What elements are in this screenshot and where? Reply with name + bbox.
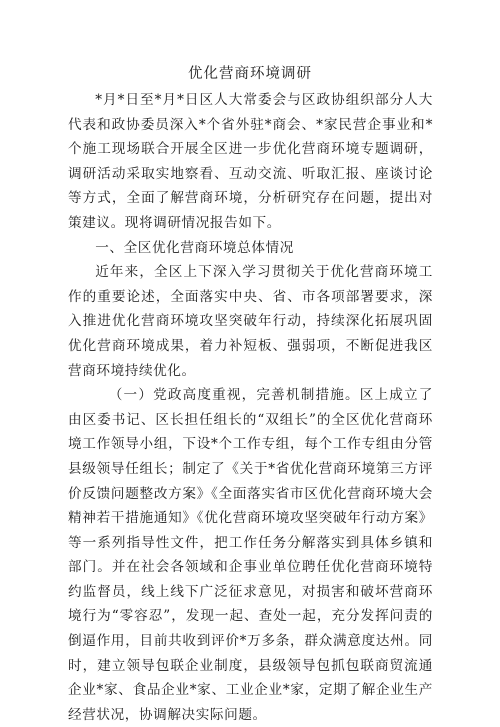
document-body: [68, 88, 433, 727]
subsection-paragraph: （一）党政高度重视，完善机制措施。区上成立了由区委书记、区长担任组长的“双组长”的全区优化营商环境工作领导小组，下设*个工作专组，每个工作专组由分管县级领导任组长；制定了《关于*省优化营商环境第三方评价反馈问题整改方案》《全面落实省市区优化营商环境大会精神若干措施通知》《优化营商环境攻坚突破年行动方案》等一系列指导性文件，把工作任务分解落实到具体乡镇和部门。并在社会各领域和企事业单位聘任优化营商环境特约监督员，线上线下广泛征求意见，对损害和破坏营商环境行为“零容忍”，发现一起、查处一起，充分发挥问责的倒逼作用，目前共收到评价*万多条，群众满意度达州。同时，建立领导包联企业制度，县级领导包抓包联商贸流通企业*家、食品企业*家、工业企业*家，定期了解企业生产经营状况，协调解决实际问题。: [68, 387, 433, 723]
intro-paragraph: *月*日至*月*日区人大常委会与区政协组织部分人大代表和政协委员深入*个省外驻*商会、*家民营企事业和*个施工现场联合开展全区进一步优化营商环境专题调研，调研活动采取实地察看、互动交流、听取汇报、座谈讨论等方式，全面了解营商环境，分析研究存在问题，提出对策建议。现将调研情况报告如下。: [68, 92, 433, 231]
document-title: 优化营商环境调研: [188, 66, 312, 82]
section-paragraph: 近年来，全区上下深入学习贯彻关于优化营商环境工作的重要论述，全面落实中央、省、市各项部署要求，深入推进优化营商环境攻坚突破年行动，持续深化拓展巩固优化营商环境成果，着力补短板、强弱项，不断促进我区营商环境持续优化。: [68, 264, 433, 379]
section-heading: 一、全区优化营商环境总体情况: [95, 239, 294, 256]
